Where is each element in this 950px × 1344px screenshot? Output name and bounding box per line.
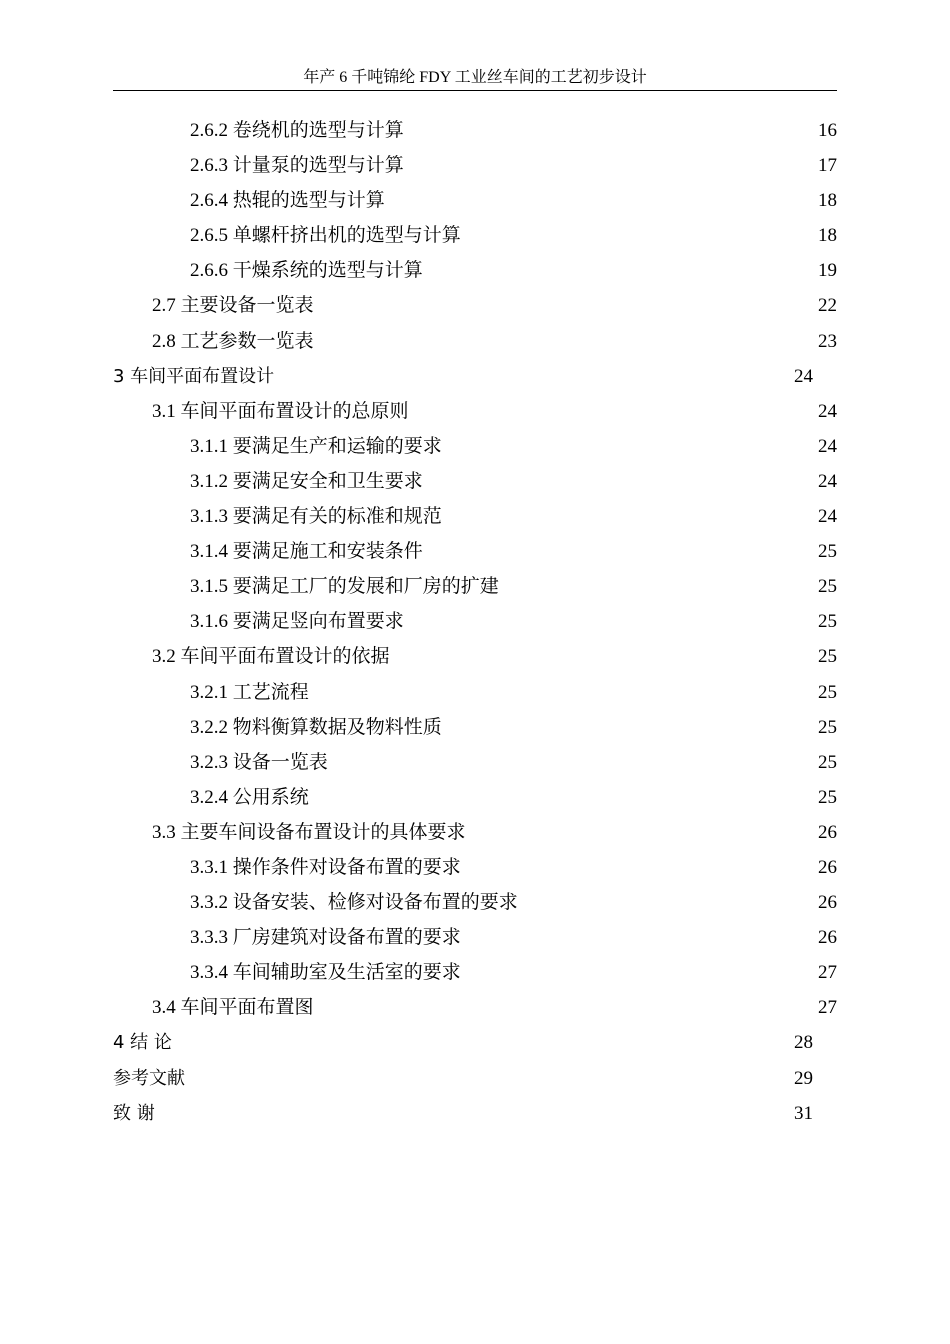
toc-entry[interactable]: [0, 990, 950, 1025]
page-header: [113, 64, 837, 91]
toc-entry-page-number: 25: [818, 646, 837, 668]
toc-entry-title: 3.3.2 设备安装、检修对设备布置的要求: [190, 892, 518, 914]
toc-entry-title: 3.3.4 车间辅助室及生活室的要求: [190, 962, 461, 984]
toc-entry-page-number: 16: [818, 120, 837, 141]
toc-entry[interactable]: [0, 113, 950, 148]
toc-entry-title: 3.1.2 要满足安全和卫生要求: [190, 470, 423, 492]
toc-entry-title: 3.1.1 要满足生产和运输的要求: [190, 435, 442, 457]
toc-entry[interactable]: [0, 780, 950, 815]
toc-entry[interactable]: [0, 324, 950, 359]
toc-entry[interactable]: [0, 394, 950, 429]
toc-entry-title: 参考文献: [113, 1067, 185, 1089]
toc-entry[interactable]: [0, 920, 950, 955]
toc-entry-page-number: 22: [818, 295, 837, 317]
toc-entry-title: 3.2.2 物料衡算数据及物料性质: [190, 716, 442, 738]
toc-entry-title: 3.2.1 工艺流程: [190, 681, 309, 703]
table-of-contents: [0, 113, 950, 1131]
toc-entry-page-number: 25: [818, 576, 837, 598]
toc-entry-title: 3.2 车间平面布置设计的依据: [152, 646, 390, 668]
toc-entry-page-number: 18: [818, 225, 837, 247]
toc-entry[interactable]: [0, 1061, 950, 1096]
toc-entry[interactable]: [0, 885, 950, 920]
toc-entry-title: 致 谢: [113, 1102, 155, 1124]
toc-entry-page-number: 26: [818, 821, 837, 843]
toc-entry[interactable]: [0, 183, 950, 218]
toc-entry[interactable]: [0, 359, 950, 394]
toc-entry[interactable]: [0, 148, 950, 183]
toc-entry-page-number: 24: [818, 435, 837, 457]
toc-entry-page-number: 26: [818, 856, 837, 878]
toc-entry-title: 2.6.2 卷绕机的选型与计算: [190, 120, 404, 141]
toc-entry[interactable]: [0, 253, 950, 288]
toc-entry[interactable]: [0, 745, 950, 780]
toc-entry[interactable]: [0, 604, 950, 639]
toc-entry[interactable]: [0, 1025, 950, 1060]
toc-entry-title: 2.6.4 热辊的选型与计算: [190, 190, 385, 212]
toc-entry-title: 3.1 车间平面布置设计的总原则: [152, 400, 409, 422]
toc-entry-title: 3.2.4 公用系统: [190, 786, 309, 808]
toc-entry[interactable]: [0, 1096, 950, 1131]
toc-entry-title: 3.3.3 厂房建筑对设备布置的要求: [190, 927, 461, 949]
toc-entry-page-number: 27: [818, 962, 837, 984]
toc-entry-title: 2.7 主要设备一览表: [152, 295, 314, 317]
toc-entry-title: 3.3.1 操作条件对设备布置的要求: [190, 856, 461, 878]
toc-entry-page-number: 23: [818, 330, 837, 352]
toc-entry-title: 3.1.4 要满足施工和安装条件: [190, 541, 423, 563]
toc-entry-page-number: 26: [818, 927, 837, 949]
toc-entry[interactable]: [0, 534, 950, 569]
toc-entry-title: 2.6.6 干燥系统的选型与计算: [190, 260, 423, 282]
toc-entry-page-number: 17: [818, 155, 837, 177]
toc-entry-page-number: 25: [818, 611, 837, 633]
header-title: 年产 6 千吨锦纶 FDY 工业丝车间的工艺初步设计: [303, 69, 647, 86]
toc-entry[interactable]: [0, 815, 950, 850]
toc-entry-title: 3.4 车间平面布置图: [152, 997, 314, 1019]
toc-entry[interactable]: [0, 955, 950, 990]
toc-entry-page-number: 25: [818, 786, 837, 808]
toc-entry[interactable]: [0, 569, 950, 604]
toc-entry[interactable]: [0, 429, 950, 464]
toc-entry[interactable]: [0, 639, 950, 674]
toc-entry-page-number: 19: [818, 260, 837, 282]
toc-entry[interactable]: [0, 710, 950, 745]
toc-entry-page-number: 24: [818, 470, 837, 492]
toc-entry-page-number: 26: [818, 892, 837, 914]
toc-entry-title: 3.3 主要车间设备布置设计的具体要求: [152, 821, 466, 843]
toc-entry-title: 3.1.3 要满足有关的标准和规范: [190, 506, 442, 528]
toc-entry-title: 3.1.5 要满足工厂的发展和厂房的扩建: [190, 576, 499, 598]
toc-entry[interactable]: [0, 850, 950, 885]
toc-entry[interactable]: [0, 288, 950, 323]
toc-entry-title: 2.6.5 单螺杆挤出机的选型与计算: [190, 225, 461, 247]
toc-entry-page-number: 29: [794, 1067, 813, 1089]
toc-entry[interactable]: [0, 218, 950, 253]
toc-entry-page-number: 25: [818, 716, 837, 738]
toc-entry-page-number: 25: [818, 681, 837, 703]
toc-entry[interactable]: [0, 499, 950, 534]
toc-entry-page-number: 28: [794, 1032, 813, 1054]
toc-entry-title: 3.1.6 要满足竖向布置要求: [190, 611, 404, 633]
toc-entry-page-number: 25: [818, 751, 837, 773]
toc-entry[interactable]: [0, 464, 950, 499]
toc-entry-page-number: 27: [818, 997, 837, 1019]
toc-entry-page-number: 18: [818, 190, 837, 212]
toc-entry[interactable]: [0, 675, 950, 710]
toc-entry-page-number: 24: [794, 365, 813, 387]
toc-entry-title: 2.6.3 计量泵的选型与计算: [190, 155, 404, 177]
toc-entry-title: 4 结 论: [113, 1032, 172, 1054]
toc-entry-title: 3.2.3 设备一览表: [190, 751, 328, 773]
toc-entry-title: 2.8 工艺参数一览表: [152, 330, 314, 352]
toc-entry-page-number: 25: [818, 541, 837, 563]
toc-entry-page-number: 24: [818, 506, 837, 528]
toc-entry-title: 3 车间平面布置设计: [113, 365, 275, 387]
toc-entry-page-number: 31: [794, 1102, 813, 1124]
toc-entry-page-number: 24: [818, 400, 837, 422]
